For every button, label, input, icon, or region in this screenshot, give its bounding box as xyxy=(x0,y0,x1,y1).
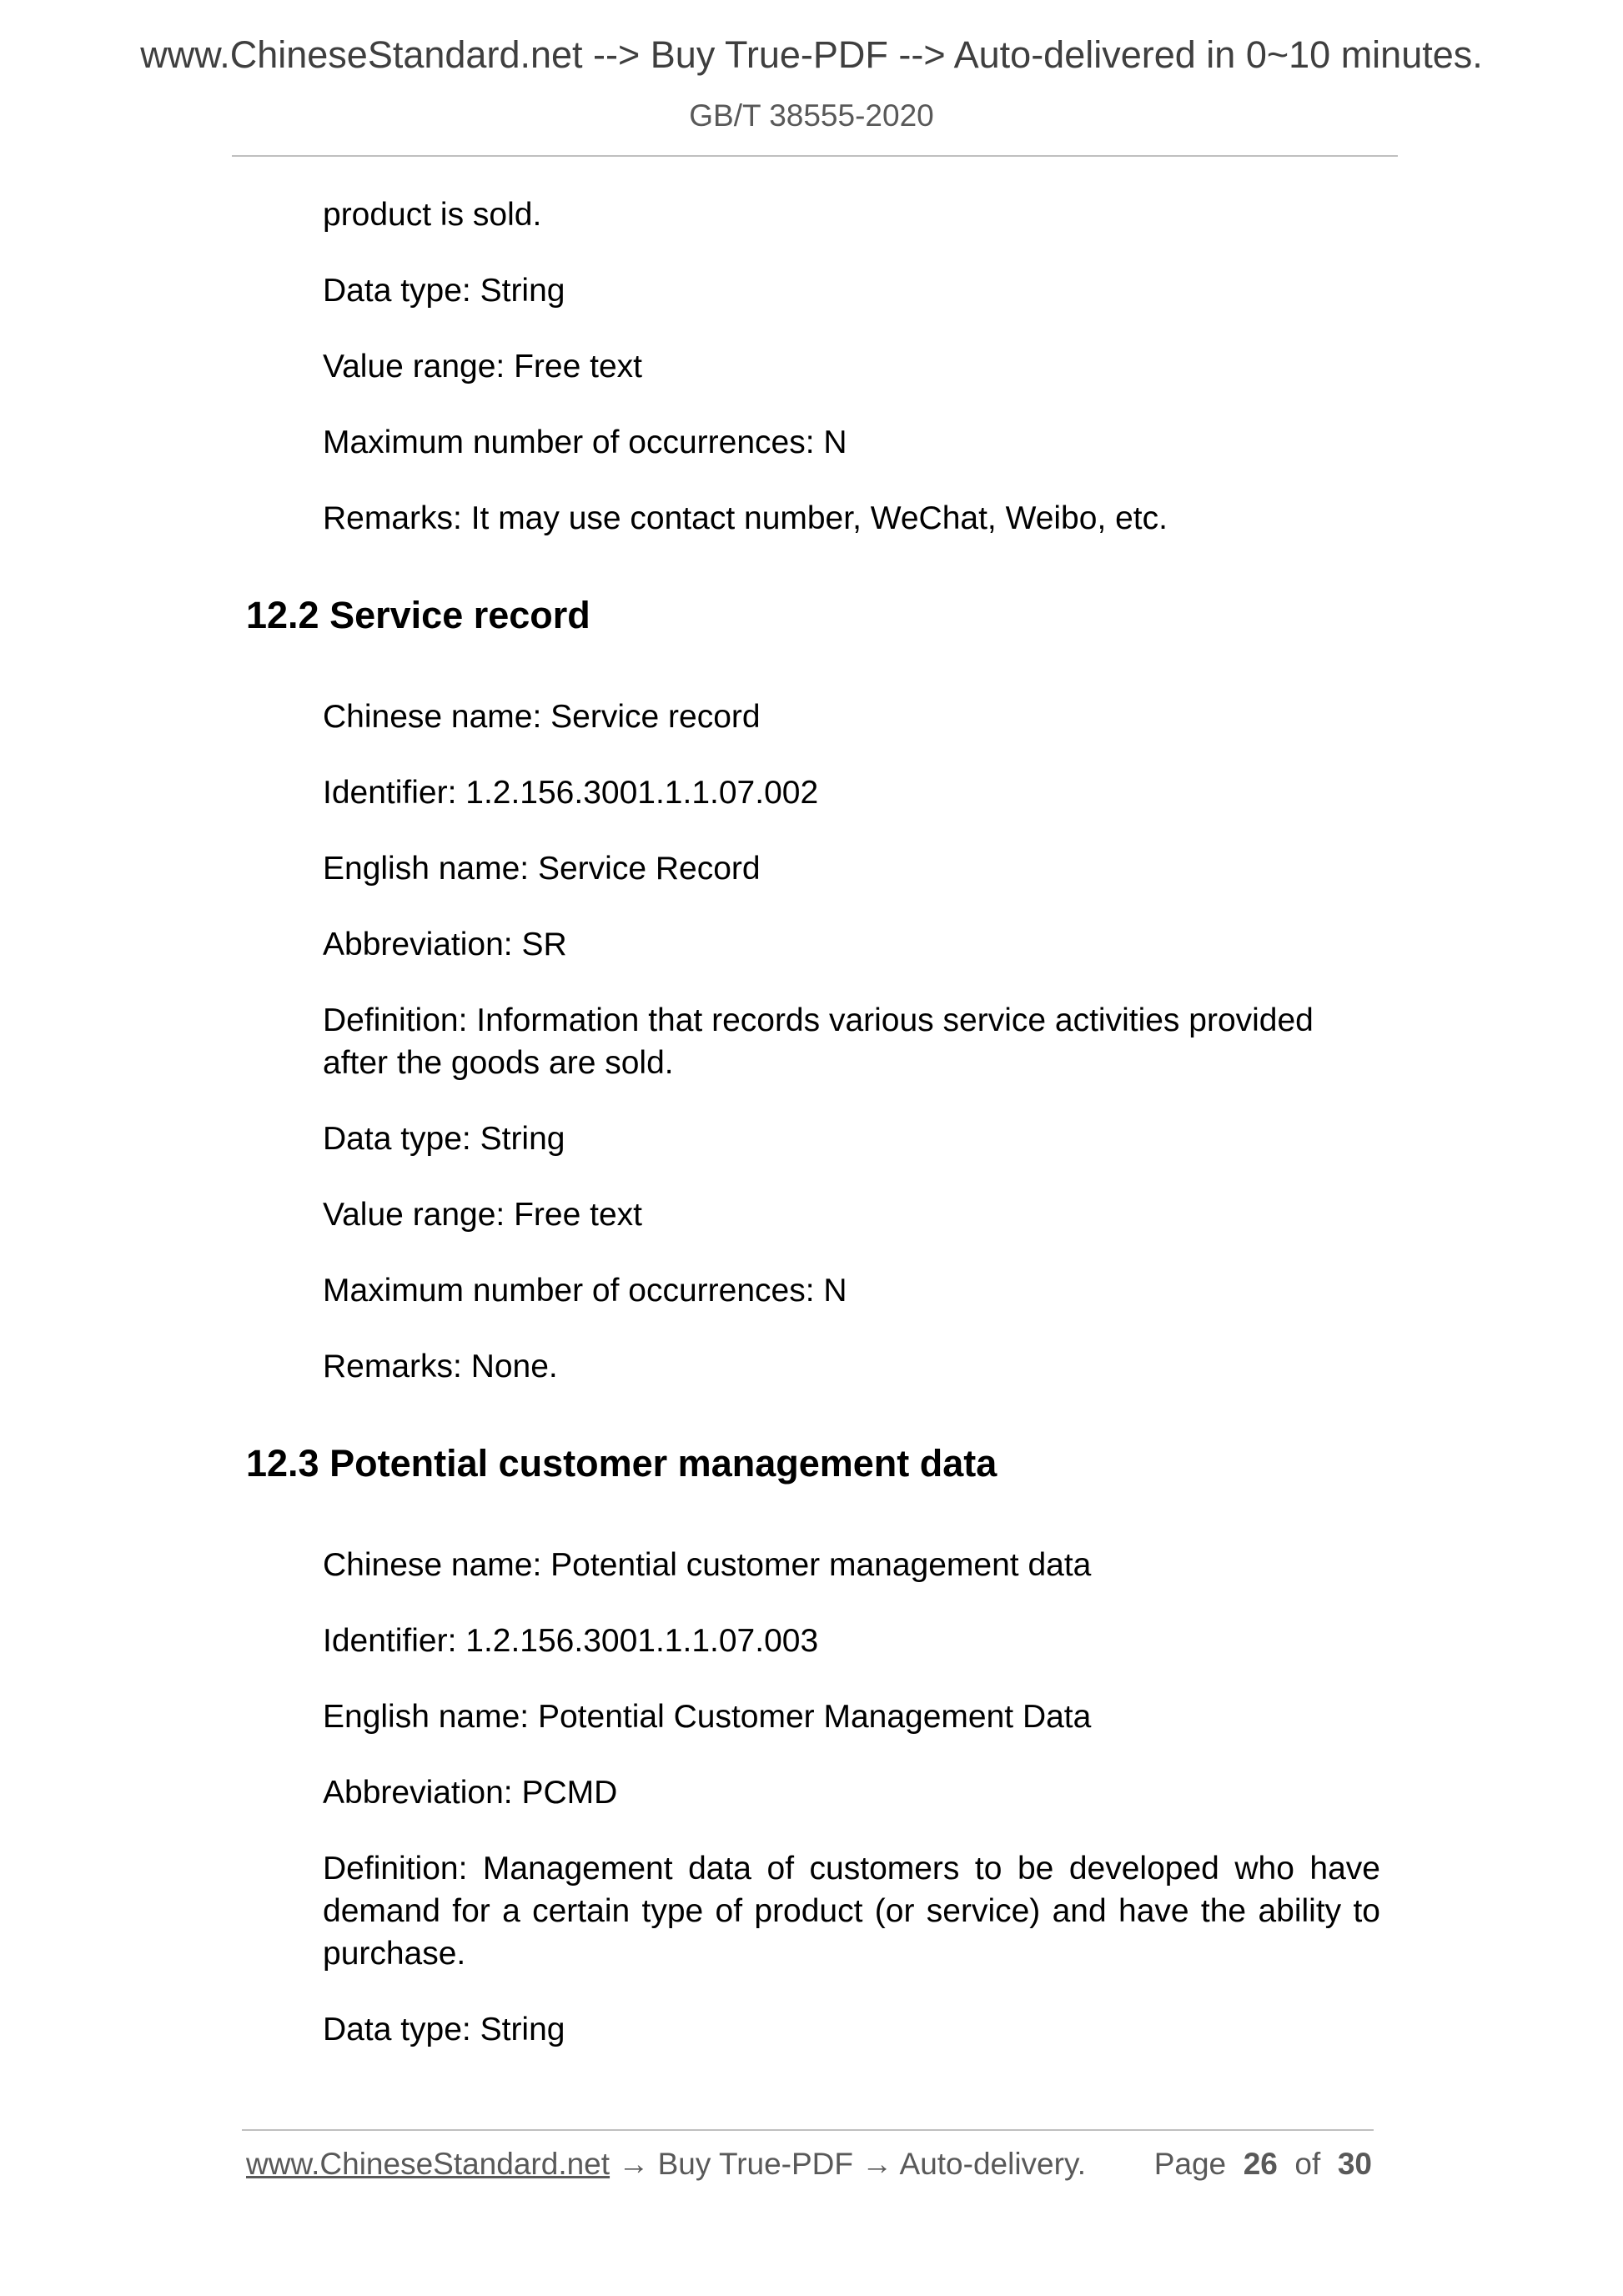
field-data-type: Data type: String xyxy=(323,2012,565,2047)
footer-website-link[interactable]: www.ChineseStandard.net xyxy=(246,2147,611,2181)
page-footer xyxy=(246,2147,1372,2188)
page-of: of xyxy=(1294,2147,1321,2181)
header-title: www.ChineseStandard.net --> Buy True-PDF --> Auto-delivered in 0~10 minutes. xyxy=(140,33,1483,76)
footer-divider xyxy=(242,2129,1374,2131)
section-heading-12-3: 12.3 Potential customer management data xyxy=(246,1442,997,1485)
page-indicator xyxy=(1154,2147,1372,2182)
standard-code: GB/T 38555-2020 xyxy=(689,98,934,133)
field-english-name: English name: Potential Customer Management Data xyxy=(323,1699,1092,1735)
section-heading-12-2: 12.2 Service record xyxy=(246,594,590,636)
footer-promo xyxy=(246,2147,1086,2182)
body-line: Remarks: It may use contact number, WeChat, Weibo, etc. xyxy=(323,500,1168,536)
field-identifier: Identifier: 1.2.156.3001.1.1.07.003 xyxy=(323,1623,819,1659)
field-max-occurrences: Maximum number of occurrences: N xyxy=(323,1273,847,1309)
field-definition: Definition: Information that records various service activities provided after the goods are sold. xyxy=(323,1002,1314,1081)
page-label: Page xyxy=(1153,2147,1227,2181)
body-line: Data type: String xyxy=(323,273,565,309)
page-total: 30 xyxy=(1337,2147,1372,2181)
field-value-range: Value range: Free text xyxy=(323,1197,642,1233)
field-english-name: English name: Service Record xyxy=(323,851,761,887)
header-divider xyxy=(232,155,1398,157)
field-abbreviation: Abbreviation: PCMD xyxy=(323,1775,618,1811)
field-definition: Definition: Management data of customers to be developed who have demand for a certain type of product (or service) and have the ability to purchase. xyxy=(323,1851,1380,1972)
field-remarks: Remarks: None. xyxy=(323,1349,558,1384)
footer-tagline: → Buy True-PDF → Auto-delivery. xyxy=(610,2147,1086,2181)
body-line: Maximum number of occurrences: N xyxy=(323,425,847,460)
page-current: 26 xyxy=(1243,2147,1278,2181)
field-identifier: Identifier: 1.2.156.3001.1.1.07.002 xyxy=(323,775,819,811)
field-chinese-name: Chinese name: Service record xyxy=(323,699,761,735)
field-abbreviation: Abbreviation: SR xyxy=(323,927,567,962)
field-chinese-name: Chinese name: Potential customer management data xyxy=(323,1547,1092,1583)
body-line: product is sold. xyxy=(323,197,542,233)
field-data-type: Data type: String xyxy=(323,1121,565,1157)
body-line: Value range: Free text xyxy=(323,349,642,384)
